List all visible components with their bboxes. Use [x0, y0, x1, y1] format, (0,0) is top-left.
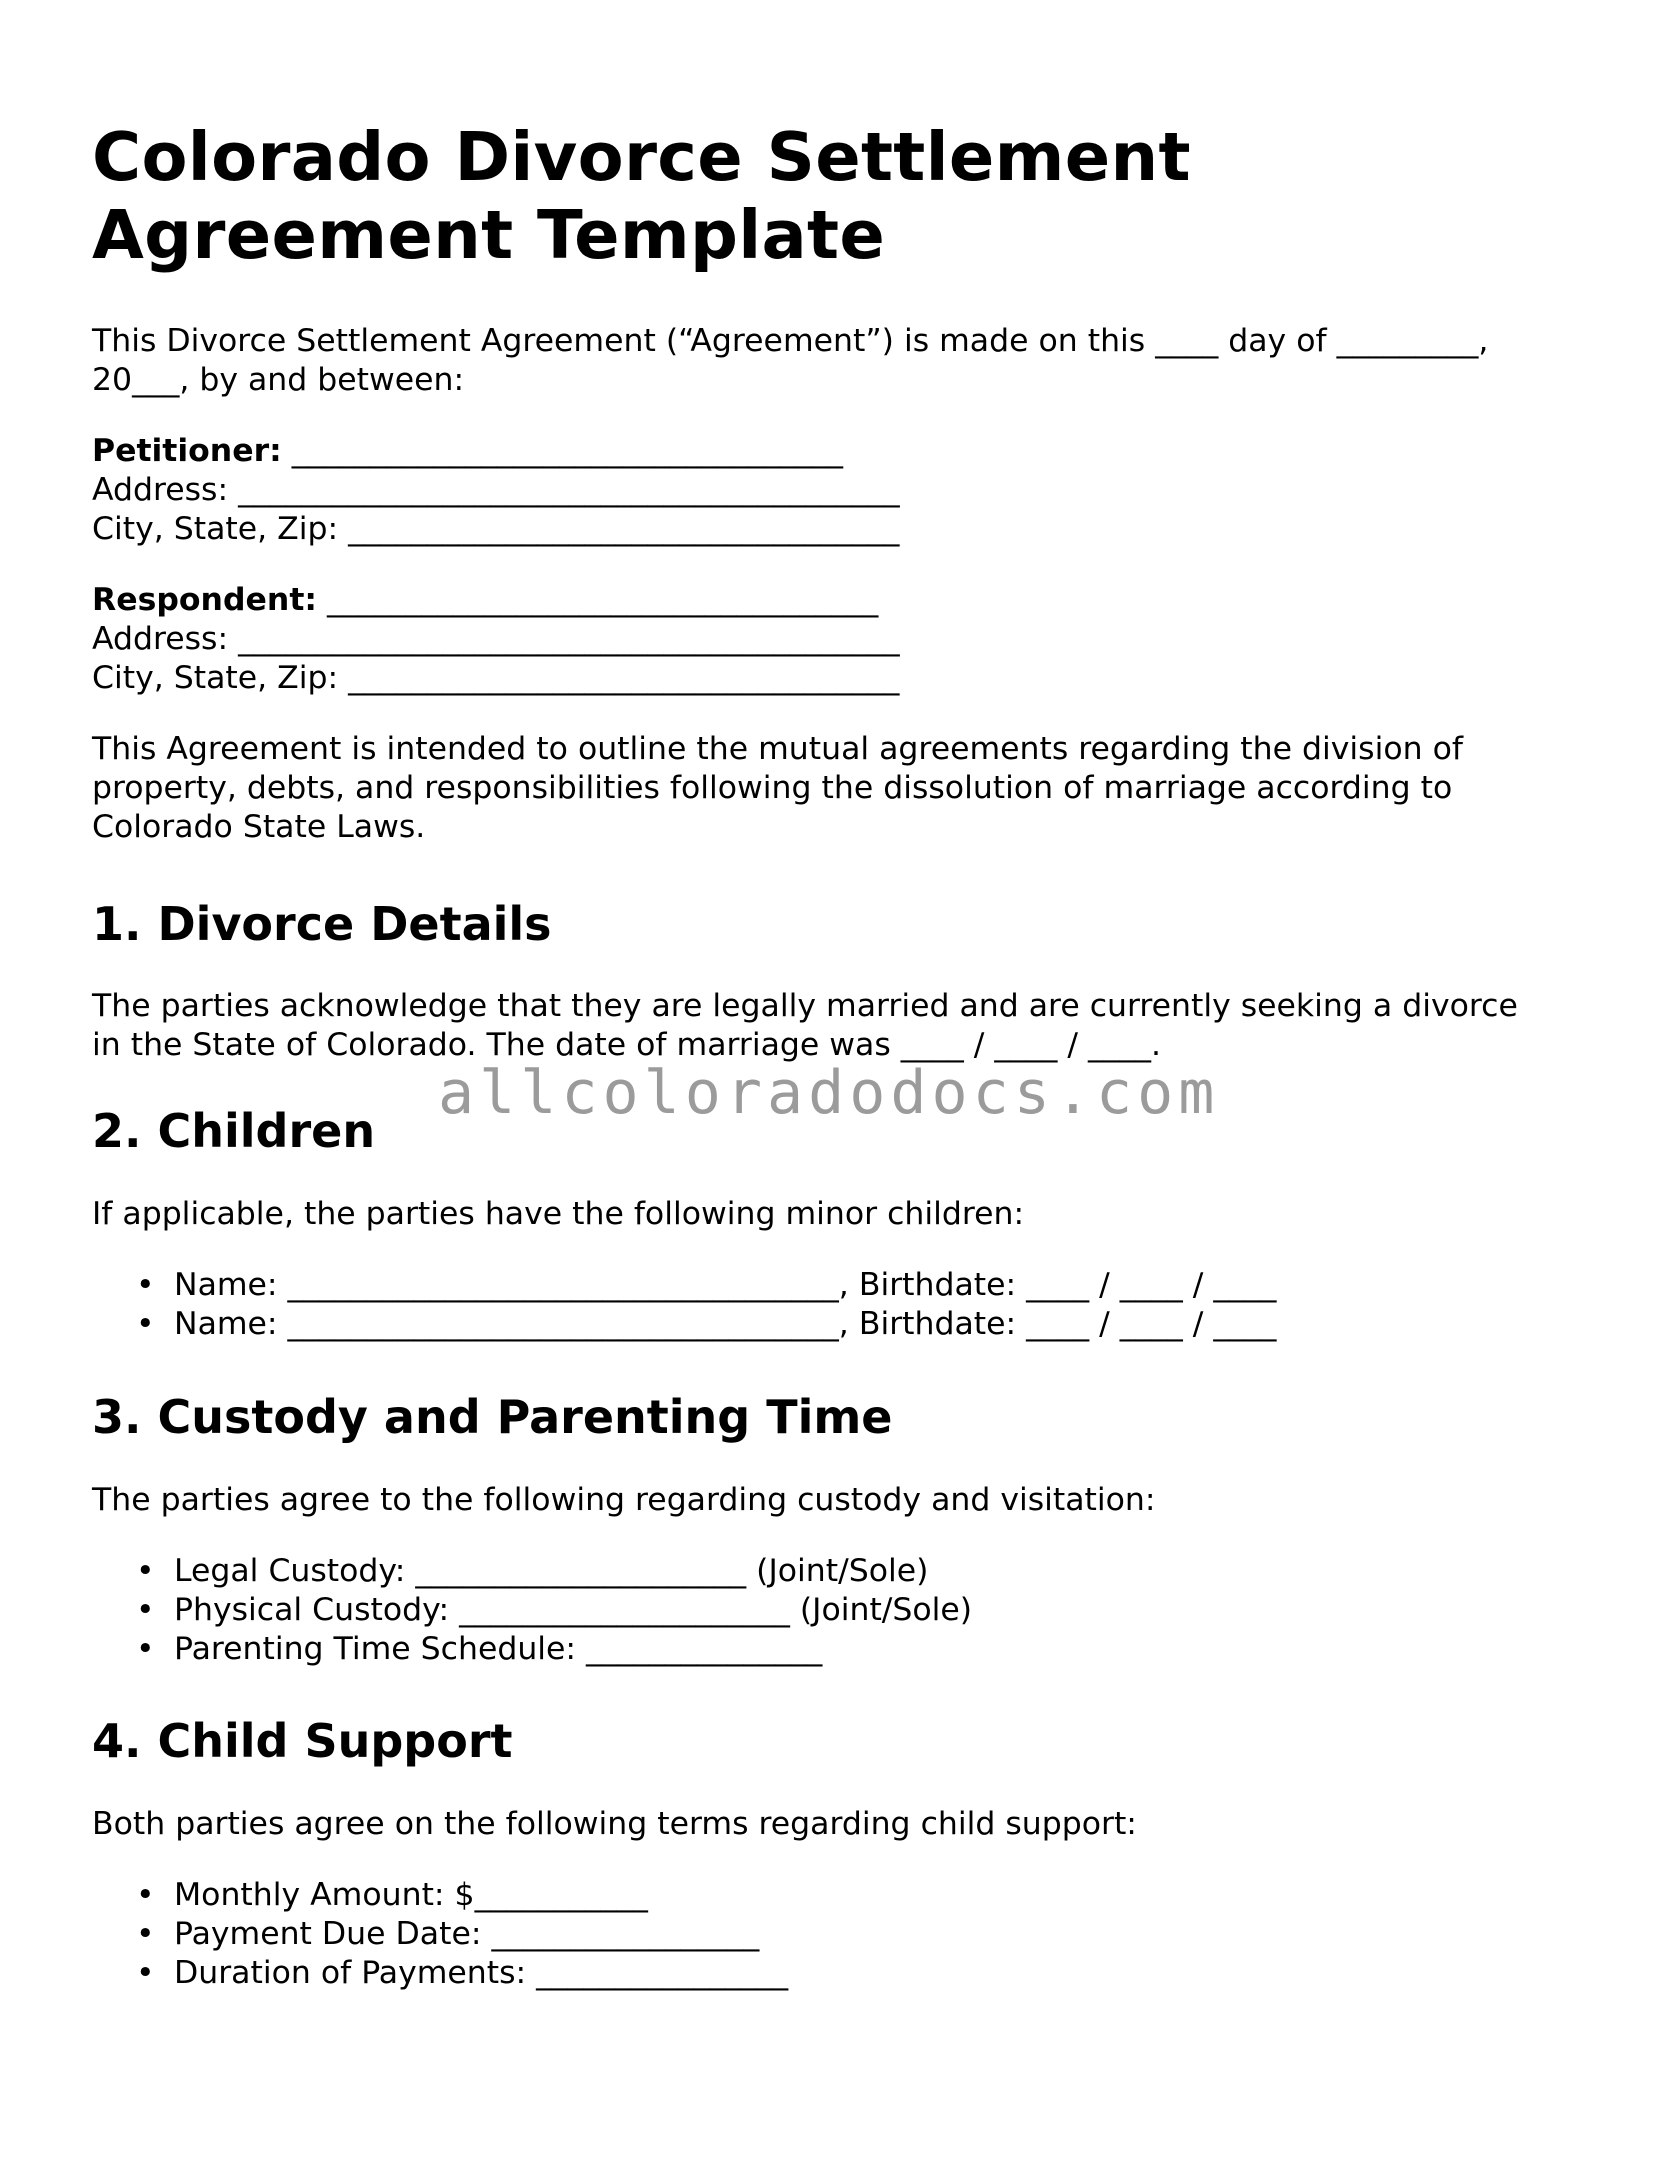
divorce-details-line-2: in the State of Colorado. The date of marriage was ____ / ____ / ____. — [92, 1027, 1162, 1063]
list-item: • Duration of Payments: ________________ — [92, 1954, 1612, 1993]
title-line-2: Agreement Template — [92, 196, 886, 274]
respondent-name-blank: ___________________________________ — [316, 582, 879, 618]
respondent-label: Respondent: — [92, 582, 317, 618]
purpose-line-1: This Agreement is intended to outline the mutual agreements regarding the division of — [92, 731, 1463, 767]
section-heading-child-support: 4. Child Support — [92, 1714, 513, 1768]
petitioner-name-blank: ___________________________________ — [281, 433, 843, 469]
divorce-details-paragraph — [92, 987, 1612, 1065]
respondent-address: Address: __________________________________________ — [92, 621, 900, 657]
petitioner-name-line — [92, 432, 1612, 471]
divorce-details-line-1: The parties acknowledge that they are legally married and are currently seeking a divorce — [92, 988, 1518, 1024]
respondent-city: City, State, Zip: ___________________________________ — [92, 660, 900, 696]
intro-line-1: This Divorce Settlement Agreement (“Agreement”) is made on this ____ day of _________, — [92, 323, 1489, 359]
section-heading-children: 2. Children — [92, 1104, 376, 1158]
list-item: • Payment Due Date: _________________ — [92, 1915, 1612, 1954]
section-heading-divorce-details: 1. Divorce Details — [92, 897, 552, 951]
intro-line-2: 20___, by and between: — [92, 362, 465, 398]
list-item: • Parenting Time Schedule: _______________ — [92, 1630, 1612, 1669]
purpose-line-3: Colorado State Laws. — [92, 809, 426, 845]
list-item: • Name: ___________________________________, Birthdate: ____ / ____ / ____ — [92, 1305, 1612, 1344]
list-item: • Legal Custody: _____________________ (Joint/Sole) — [92, 1552, 1612, 1591]
watermark: allcoloradodocs.com — [438, 1058, 1220, 1128]
petitioner-label: Petitioner: — [92, 433, 282, 469]
list-item: • Monthly Amount: $___________ — [92, 1876, 1612, 1915]
page-title — [92, 118, 1612, 274]
list-item: • Name: ___________________________________, Birthdate: ____ / ____ / ____ — [92, 1266, 1612, 1305]
child-support-paragraph: Both parties agree on the following terms regarding child support: — [92, 1806, 1137, 1842]
custody-list — [92, 1552, 1612, 1669]
intro-paragraph — [92, 322, 1612, 400]
section-heading-custody: 3. Custody and Parenting Time — [92, 1390, 893, 1444]
custody-paragraph: The parties agree to the following regarding custody and visitation: — [92, 1482, 1156, 1518]
document-page — [92, 118, 1612, 1993]
purpose-paragraph — [92, 730, 1612, 847]
children-paragraph: If applicable, the parties have the following minor children: — [92, 1196, 1025, 1232]
list-item: • Physical Custody: _____________________ (Joint/Sole) — [92, 1591, 1612, 1630]
children-list — [92, 1266, 1612, 1344]
respondent-block — [92, 581, 1612, 698]
petitioner-city: City, State, Zip: ___________________________________ — [92, 511, 900, 547]
purpose-line-2: property, debts, and responsibilities following the dissolution of marriage according to — [92, 770, 1453, 806]
petitioner-block — [92, 432, 1612, 549]
petitioner-address: Address: __________________________________________ — [92, 472, 900, 508]
child-support-list — [92, 1876, 1612, 1993]
respondent-name-line — [92, 581, 1612, 620]
title-line-1: Colorado Divorce Settlement — [92, 118, 1191, 196]
